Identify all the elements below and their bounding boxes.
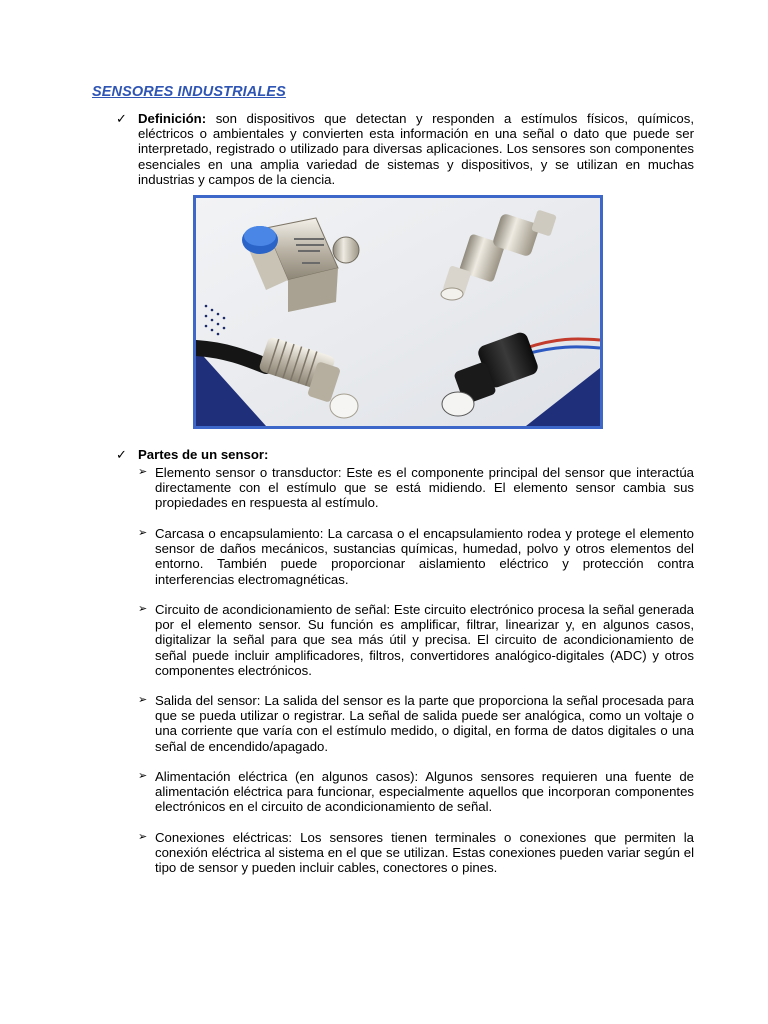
list-item: Carcasa o encapsulamiento: La carcasa o el encapsulamiento rodea y protege el elemento sensor de daños mecánicos, sustancias químicas, humedad, polvo y otros elementos del entorno. También puede proporcionar aislamiento eléctrico y protección contra interferencias electromagnéticas. <box>155 526 694 587</box>
arrow-bullet-icon: ➢ <box>138 466 148 478</box>
list-item: Salida del sensor: La salida del sensor es la parte que proporciona la señal procesada para que se pueda utilizar o registrar. La señal de salida puede ser analógica, como un voltaje o una corriente que varía con el estímulo medido, o digital, en forma de datos digitales o una señal de encendido/apagado. <box>155 693 694 754</box>
definition-text: son dispositivos que detectan y responden a estímulos físicos, químicos, eléctricos o ambientales y convierten esta información en una señal o dato que puede ser interpretado, registrado o utilizado para diversas aplicaciones. Los sensores son componentes esenciales en una amplia variedad de sistemas y dispositivos, y se utilizan en muchas industrias y campos de la ciencia. <box>138 111 694 187</box>
definition-paragraph <box>138 111 694 187</box>
checkmark-icon: ✓ <box>116 111 127 126</box>
list-item: Conexiones eléctricas: Los sensores tienen terminales o conexiones que permiten la conexión eléctrica al sistema en el que se utilizan. Estas conexiones pueden variar según el tipo de sensor y pueden incluir cables, conectores o pines. <box>155 830 694 876</box>
arrow-bullet-icon: ➢ <box>138 603 148 615</box>
list-item: Alimentación eléctrica (en algunos casos): Algunos sensores requieren una fuente de alimentación eléctrica para funcionar, especialmente aquellos que incorporan componentes electrónicos en el circuito de acondicionamiento de señal. <box>155 769 694 815</box>
page-title: SENSORES INDUSTRIALES <box>92 84 286 100</box>
definition-label: Definición: <box>138 111 207 126</box>
list-item: Elemento sensor o transductor: Este es el componente principal del sensor que interactúa directamente con el estímulo que se está midiendo. El elemento sensor cambia sus propiedades en respuesta al estímulo. <box>155 465 694 511</box>
checkmark-icon: ✓ <box>116 447 127 462</box>
arrow-bullet-icon: ➢ <box>138 831 148 843</box>
parts-heading: Partes de un sensor: <box>138 447 269 462</box>
sensors-photo <box>193 195 603 429</box>
arrow-bullet-icon: ➢ <box>138 770 148 782</box>
arrow-bullet-icon: ➢ <box>138 527 148 539</box>
sensors-illustration <box>196 198 600 426</box>
list-item: Circuito de acondicionamiento de señal: Este circuito electrónico procesa la señal generada por el elemento sensor. Su función es amplificar, filtrar, linearizar y, en algunos casos, digitalizar la señal para que sea más útil y precisa. El circuito de acondicionamiento de señal puede incluir amplificadores, filtros, convertidores analógico-digitales (ADC) y otros componentes electrónicos. <box>155 602 694 678</box>
arrow-bullet-icon: ➢ <box>138 694 148 706</box>
